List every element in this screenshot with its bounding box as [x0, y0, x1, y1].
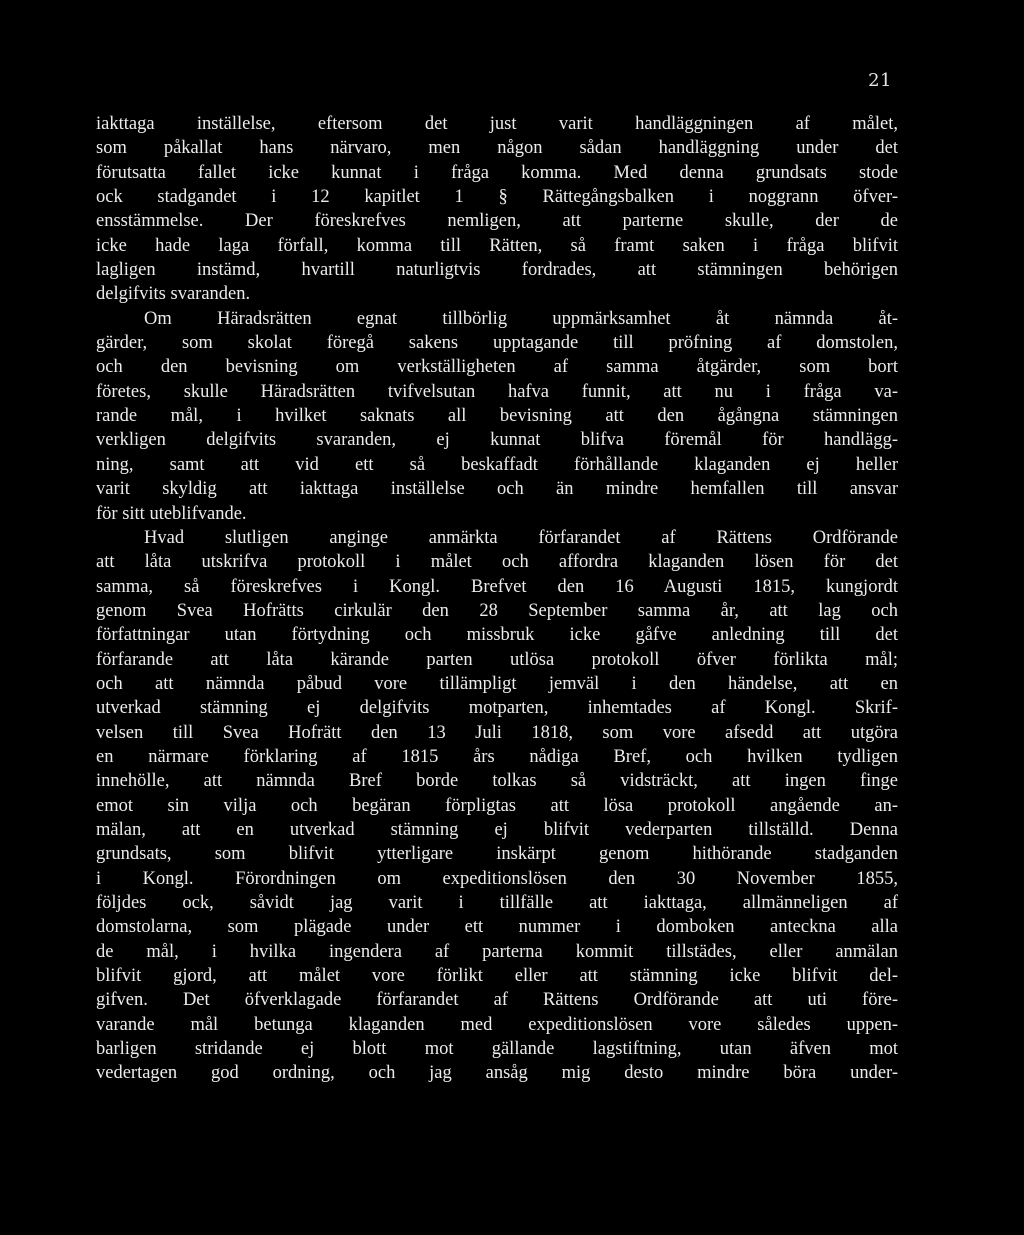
text-line: iakttaga inställelse, eftersom det just varit handläggningen af målet,	[96, 114, 898, 134]
text-line: delgifvits svaranden.	[96, 284, 251, 305]
text-line: författningar utan förtydning och missbruk icke gåfve anledning till det	[96, 625, 898, 646]
text-line: samma, så föreskrefves i Kongl. Brefvet den 16 Augusti 1815, kungjordt	[96, 576, 898, 597]
text-line: för sitt uteblifvande.	[96, 503, 247, 524]
text-line: lagligen instämd, hvartill naturligtvis fordrades, att stämningen behörigen	[96, 260, 898, 281]
text-line: att låta utskrifva protokoll i målet och affordra klaganden lösen för det	[96, 552, 898, 573]
text-line: verkligen delgifvits svaranden, ej kunnat blifva föremål för handlägg-	[96, 430, 898, 451]
text-line: ensstämmelse. Der föreskrefves nemligen, att parterne skulle, der de	[96, 211, 898, 232]
text-line: företes, skulle Häradsrätten tvifvelsutan hafva funnit, att nu i fråga va-	[96, 381, 898, 402]
body-text	[96, 112, 898, 1086]
text-line: och den bevisning om verkställigheten af samma åtgärder, som bort	[96, 357, 898, 378]
text-line: förutsatta fallet icke kunnat i fråga komma. Med denna grundsats stode	[96, 162, 898, 183]
page-number: 21	[868, 70, 892, 91]
text-line: mälan, att en utverkad stämning ej blifvit vederparten tillställd. Denna	[96, 819, 898, 840]
text-line: i Kongl. Förordningen om expeditionslösen den 30 November 1855,	[96, 868, 898, 889]
text-line: genom Svea Hofrätts cirkulär den 28 September samma år, att lag och	[96, 600, 898, 621]
text-line: innehölle, att nämnda Bref borde tolkas så vidsträckt, att ingen finge	[96, 771, 898, 792]
text-line: vedertagen god ordning, och jag ansåg mig desto mindre böra under-	[96, 1063, 898, 1084]
text-line: grundsats, som blifvit ytterligare inskärpt genom hithörande stadganden	[96, 844, 898, 865]
text-line: Hvad slutligen anginge anmärkta förfarandet af Rättens Ordförande	[144, 527, 898, 548]
text-line: Om Häradsrätten egnat tillbörlig uppmärksamhet åt nämnda åt-	[144, 308, 898, 329]
text-line: och att nämnda påbud vore tillämpligt jemväl i den händelse, att en	[96, 673, 898, 694]
text-line: som påkallat hans närvaro, men någon sådan handläggning under det	[96, 138, 898, 159]
text-line: de mål, i hvilka ingendera af parterna kommit tillstädes, eller anmälan	[96, 941, 898, 962]
text-line: blifvit gjord, att målet vore förlikt eller att stämning icke blifvit del-	[96, 966, 898, 987]
text-line: rande mål, i hvilket saknats all bevisning att den ågångna stämningen	[96, 406, 898, 427]
text-line: emot sin vilja och begäran förpligtas att lösa protokoll angående an-	[96, 795, 898, 816]
text-line: gärder, som skolat föregå sakens upptagande till pröfning af domstolen,	[96, 333, 898, 354]
text-line: icke hade laga förfall, komma till Rätten, så framt saken i fråga blifvit	[96, 235, 898, 256]
text-line: barligen stridande ej blott mot gällande lagstiftning, utan äfven mot	[96, 1039, 898, 1060]
text-line: varande mål betunga klaganden med expeditionslösen vore således uppen-	[96, 1014, 898, 1035]
text-line: domstolarna, som plägade under ett nummer i domboken anteckna alla	[96, 917, 898, 938]
text-line: ning, samt att vid ett så beskaffadt förhållande klaganden ej heller	[96, 454, 898, 475]
text-line: en närmare förklaring af 1815 års nådiga Bref, och hvilken tydligen	[96, 746, 898, 767]
text-line: gifven. Det öfverklagade förfarandet af Rättens Ordförande att uti före-	[96, 990, 898, 1011]
text-line: följdes ock, såvidt jag varit i tillfälle att iakttaga, allmänneligen af	[96, 893, 898, 913]
text-line: varit skyldig att iakttaga inställelse och än mindre hemfallen till ansvar	[96, 479, 898, 500]
text-line: förfarande att låta kärande parten utlösa protokoll öfver förlikta mål;	[96, 649, 898, 670]
text-line: utverkad stämning ej delgifvits motparten, inhemtades af Kongl. Skrif-	[96, 698, 898, 719]
text-line: ock stadgandet i 12 kapitlet 1 § Rättegångsbalken i noggrann öfver-	[96, 187, 898, 208]
text-line: velsen till Svea Hofrätt den 13 Juli 1818, som vore afsedd att utgöra	[96, 722, 898, 743]
